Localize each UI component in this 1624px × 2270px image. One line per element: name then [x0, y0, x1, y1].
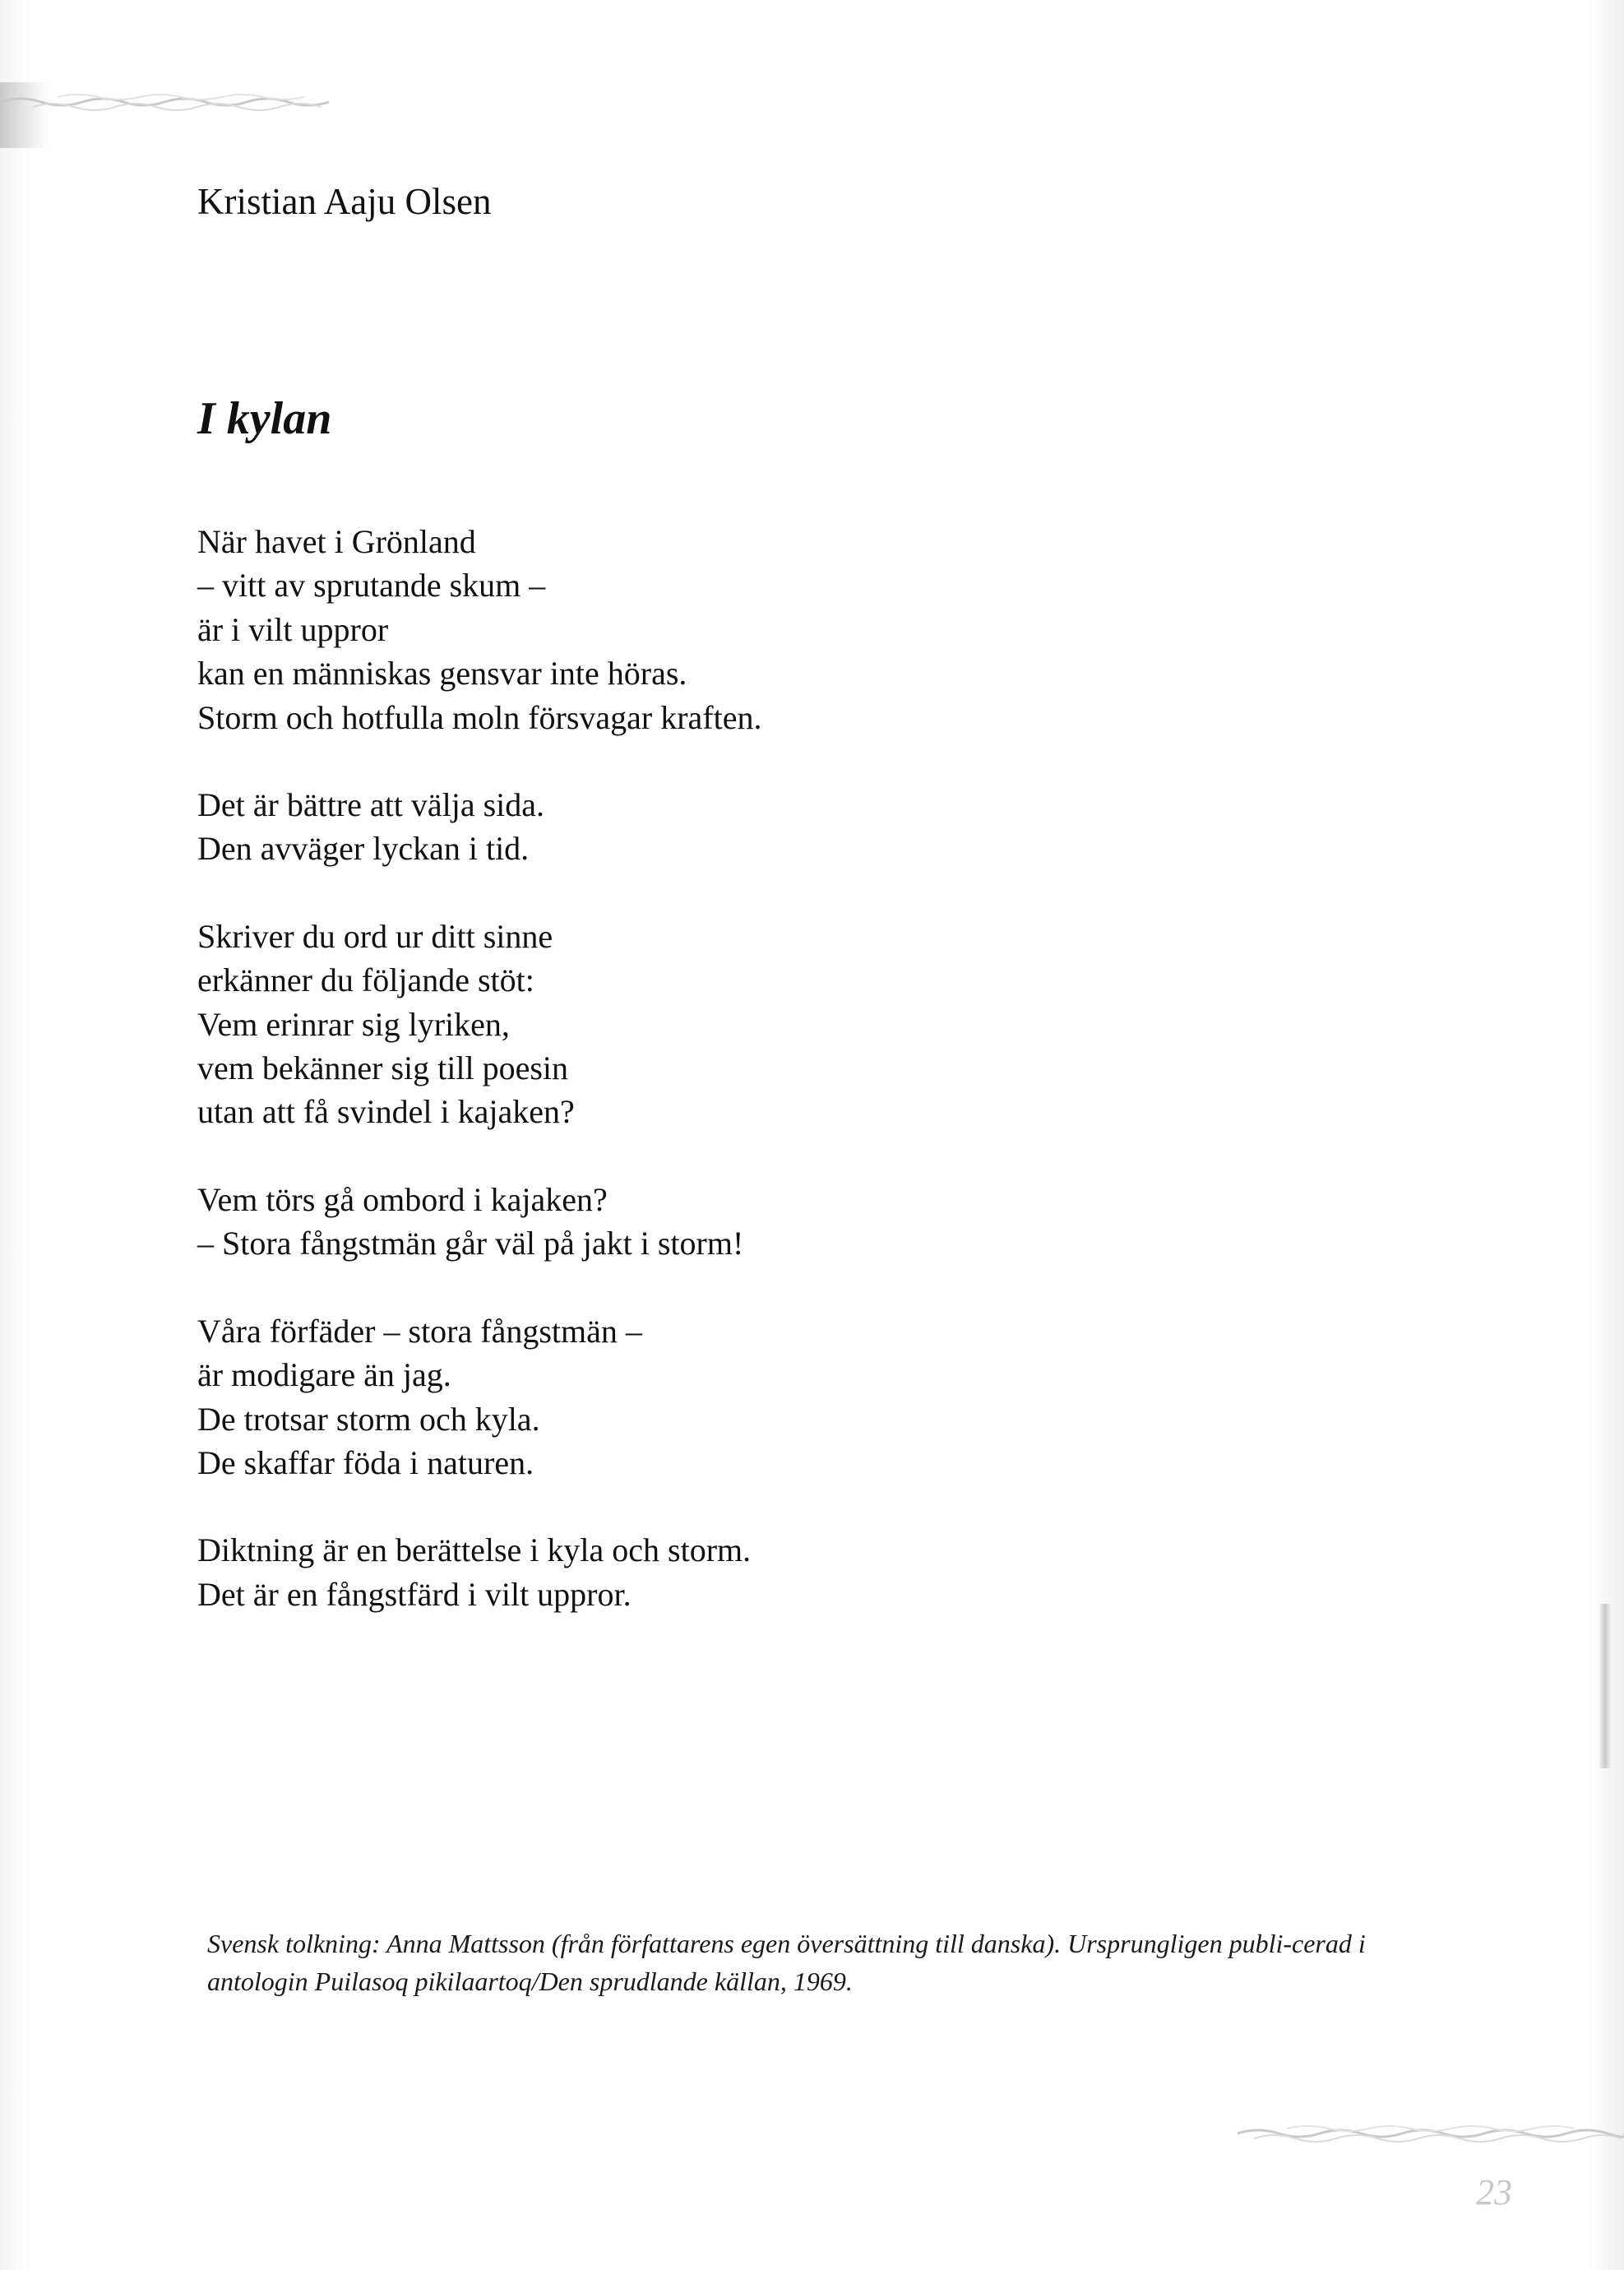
poem-line: Vem erinrar sig lyriken, [197, 1005, 510, 1043]
stanza [197, 1528, 1431, 1616]
poem-body [197, 520, 1431, 1660]
stanza [197, 783, 1431, 871]
poem-line: Storm och hotfulla moln försvagar kraften. [197, 698, 762, 736]
page-number: 23 [1476, 2172, 1512, 2212]
poem-line: är modigare än jag. [197, 1356, 451, 1394]
translation-credit: Svensk tolkning: Anna Mattsson (från författarens egen översättning till danska). Ursprungligen publi-cerad i antologin Puilasoq pikilaartoq/Den sprudlande källan, 1969. [207, 1929, 1366, 1996]
wave-ornament-bottom [1238, 2122, 1624, 2147]
poem-line: När havet i Grönland [197, 523, 476, 560]
poem-line: utan att få svindel i kajaken? [197, 1093, 575, 1131]
stanza [197, 915, 1431, 1134]
poem-line: – Stora fångstmän går väl på jakt i storm! [197, 1225, 744, 1262]
poem-line: De skaffar föda i naturen. [197, 1443, 534, 1481]
poem-line: Det är bättre att välja sida. [197, 786, 545, 824]
poem-line: vem bekänner sig till poesin [197, 1049, 569, 1087]
poem-line: Skriver du ord ur ditt sinne [197, 917, 553, 955]
wave-ornament-top [0, 90, 329, 115]
poem-line: kan en människas gensvar inte höras. [197, 655, 687, 693]
poem-line: Våra förfäder – stora fångstmän – [197, 1312, 642, 1350]
stanza [197, 520, 1431, 739]
poem-line: Den avväger lyckan i tid. [197, 830, 530, 868]
poem-line: är i vilt uppror [197, 610, 389, 648]
poem-line: Det är en fångstfärd i vilt uppror. [197, 1575, 632, 1613]
poem-line: Diktning är en berättelse i kyla och storm. [197, 1531, 752, 1569]
poem-line: erkänner du följande stöt: [197, 961, 534, 999]
poem-title: I kylan [197, 393, 332, 444]
poem-line: Vem törs gå ombord i kajaken? [197, 1180, 608, 1218]
stanza [197, 1309, 1431, 1485]
stanza [197, 1178, 1431, 1266]
author-name: Kristian Aaju Olsen [197, 181, 492, 222]
poem-line: De trotsar storm och kyla. [197, 1400, 540, 1438]
scan-edge-mark [1599, 1604, 1611, 1768]
poem-line: – vitt av sprutande skum – [197, 567, 546, 605]
